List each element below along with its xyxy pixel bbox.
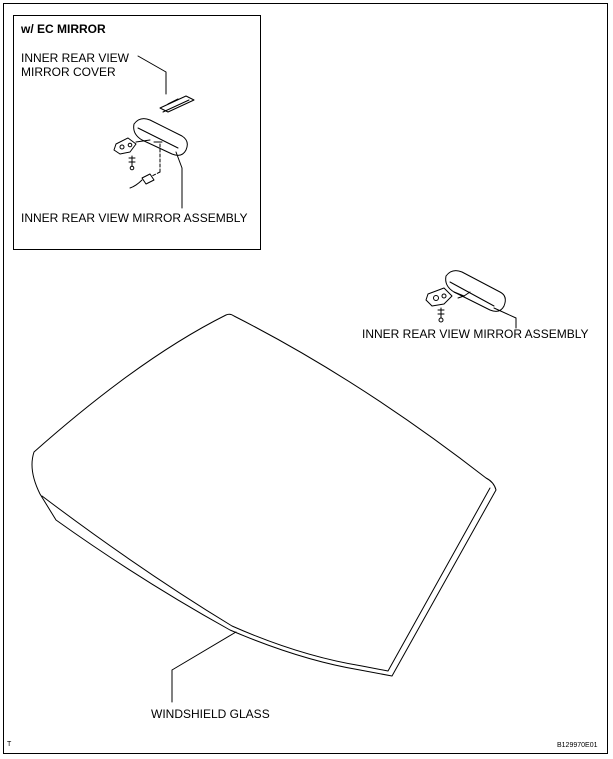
footer-left-mark: T <box>7 741 12 748</box>
inset-assembly-leader <box>176 152 182 208</box>
mirror-cover-drawing <box>160 96 194 112</box>
windshield-glass-inner-edge <box>42 488 490 671</box>
inset-title: w/ EC MIRROR <box>21 22 106 36</box>
main-mirror-assembly-label: INNER REAR VIEW MIRROR ASSEMBLY <box>362 327 589 341</box>
main-mirror-assembly-drawing <box>426 271 505 322</box>
figure-code: B129970E01 <box>557 742 598 749</box>
mirror-cover-leader <box>138 56 166 94</box>
inset-mirror-assembly-label: INNER REAR VIEW MIRROR ASSEMBLY <box>21 211 248 225</box>
mirror-cover-label-line2: MIRROR COVER <box>21 65 116 79</box>
mirror-cover-label-line1: INNER REAR VIEW <box>21 51 130 65</box>
windshield-glass-label: WINDSHIELD GLASS <box>151 707 270 721</box>
windshield-glass-leader <box>172 632 236 702</box>
windshield-glass-outline <box>32 314 496 676</box>
